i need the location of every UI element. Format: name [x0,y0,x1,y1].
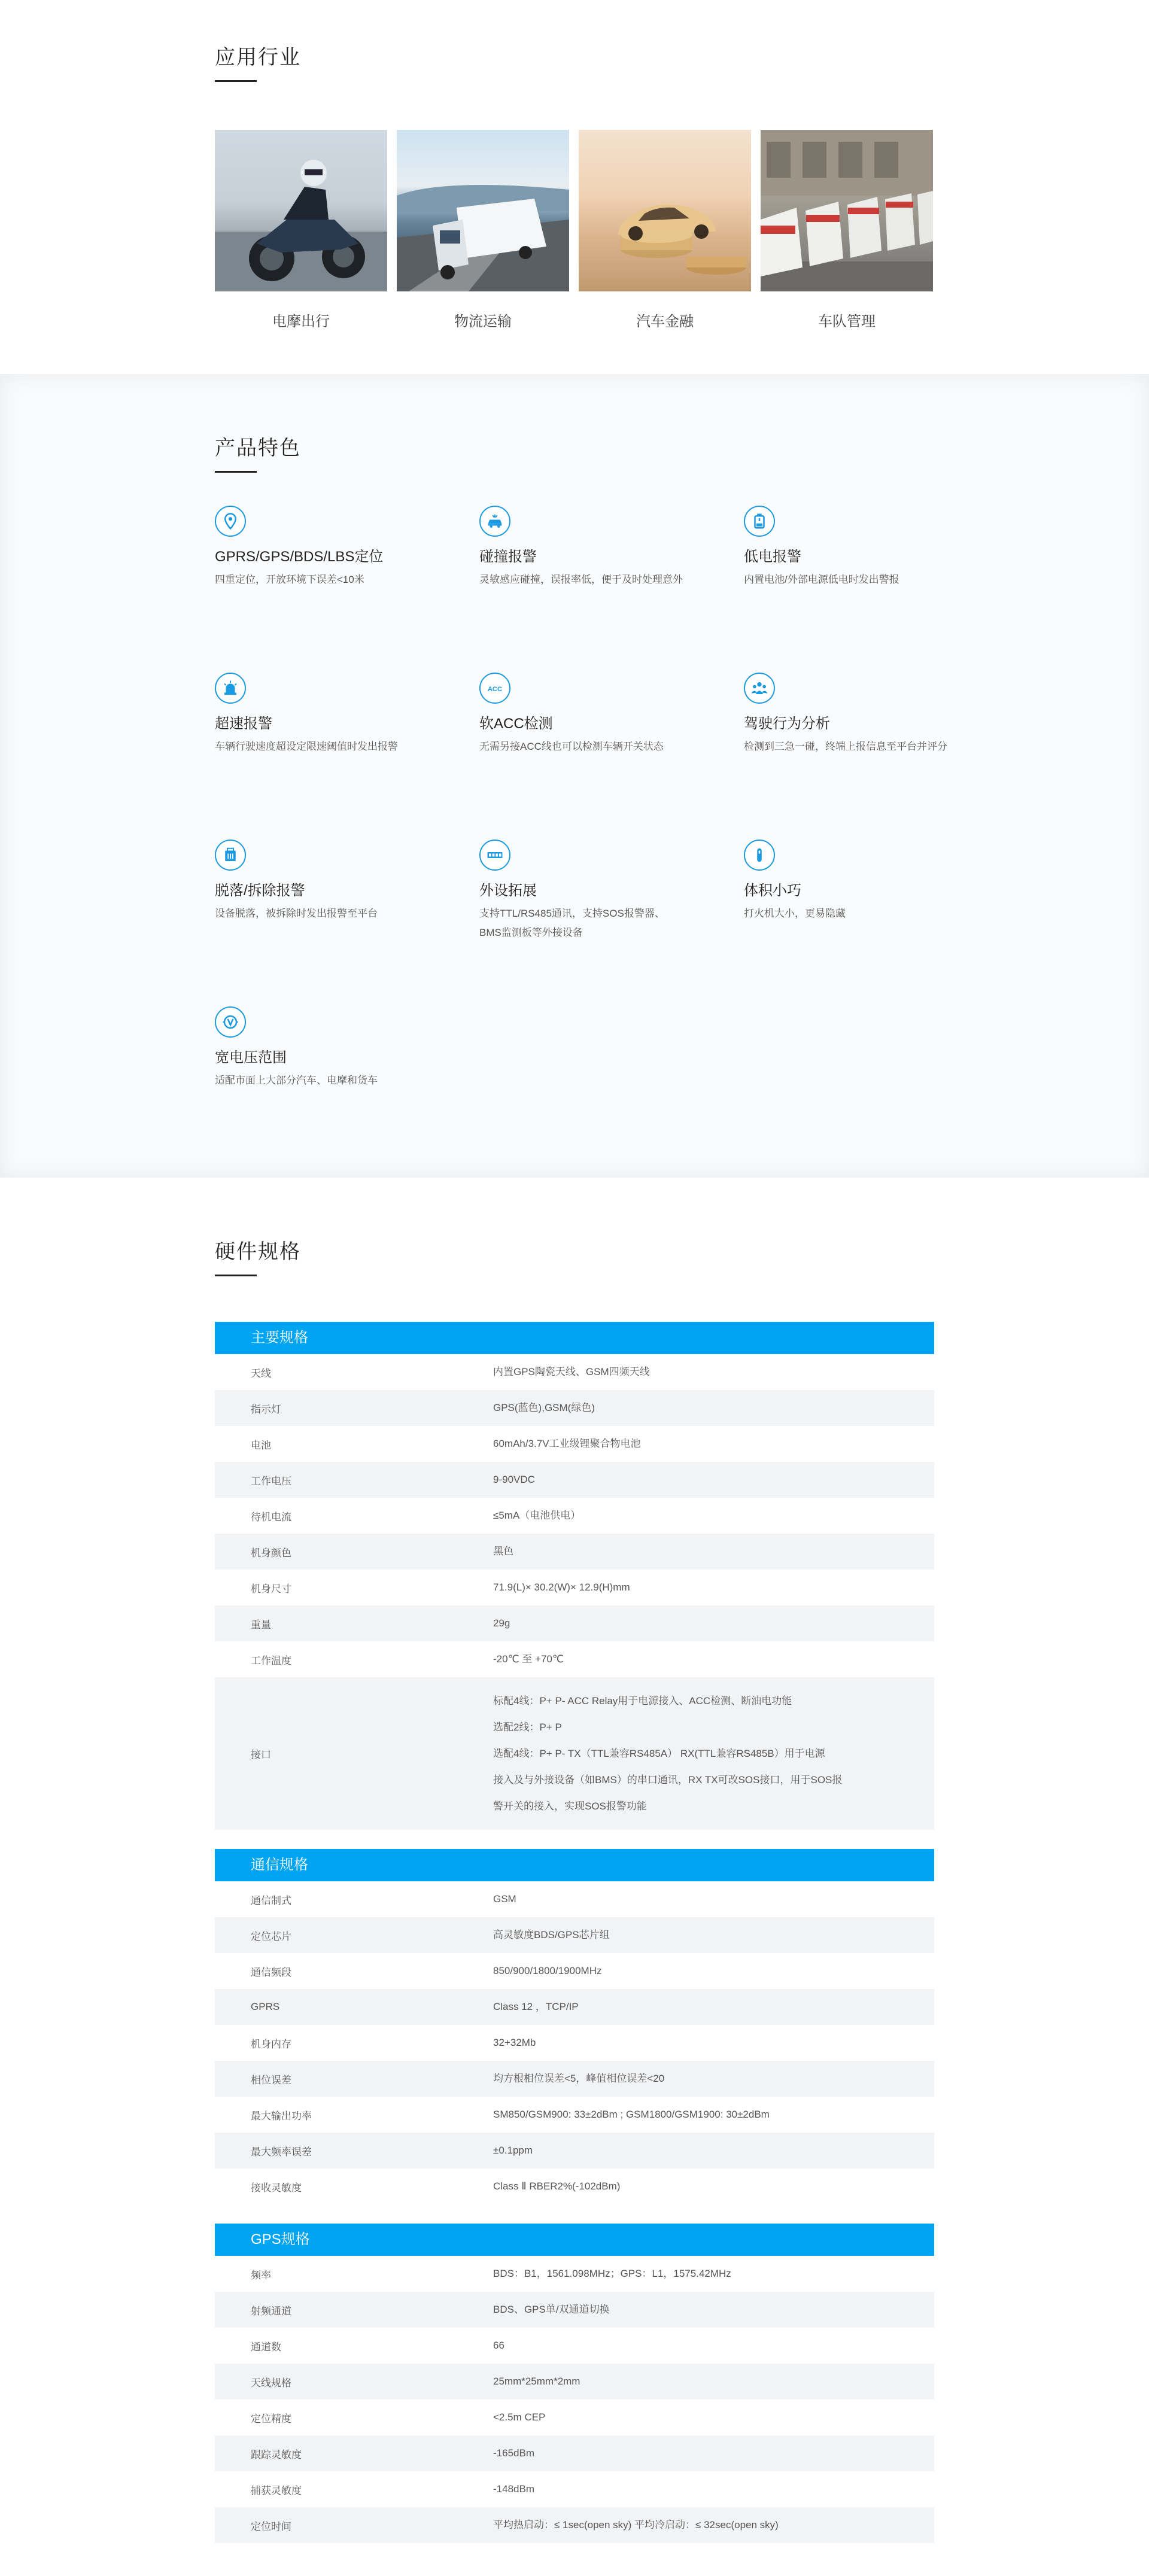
spec-value [493,2256,934,2292]
spec-value-line: SM850/GSM900: 33±2dBm ; GSM1800/GSM1900: 30±2dBm [493,2109,770,2120]
spec-row [215,2097,934,2133]
title-underline [215,471,257,473]
feature-item [215,673,479,840]
spec-row [215,2471,934,2507]
industry-card-moto[interactable] [215,130,387,330]
spec-key: 接口 [251,1749,271,1760]
spec-row [215,1605,934,1641]
feature-desc: 内置电池/外部电源低电时发出警报 [744,574,899,585]
spec-key: 机身内存 [251,2038,291,2050]
spec-row [215,2133,934,2169]
feature-item [479,506,744,673]
feature-desc: 无需另接ACC线也可以检测车辆开关状态 [479,741,664,752]
industry-label: 车队管理 [818,314,876,330]
motorcycle-scene-icon [215,130,387,291]
title-underline [215,80,257,82]
spec-key: 接收灵敏度 [251,2182,302,2194]
feature-title: 脱落/拆除报警 [215,883,305,899]
industry-card-logistics[interactable] [397,130,569,330]
small-device-icon [744,840,775,871]
spec-row [215,2364,934,2399]
spec-value [493,2169,934,2204]
spec-value [493,1354,934,1390]
spec-row [215,1641,934,1677]
spec-value [493,2061,934,2097]
spec-key: 捕获灵敏度 [251,2484,302,2496]
spec-value-line: 29g [493,1617,510,1629]
spec-key: 相位误差 [251,2074,291,2086]
spec-value [493,2364,934,2399]
spec-row [215,1426,934,1462]
spec-value-line: BDS、GPS单/双通道切换 [493,2304,610,2315]
speed-alarm-icon [215,673,246,704]
spec-value-line: <2.5m CEP [493,2411,546,2423]
svg-text:ACC: ACC [487,686,503,693]
feature-desc: 检测到三急一碰，终端上报信息至平台并评分 [744,741,947,752]
spec-title: 硬件规格 [215,1240,301,1263]
spec-value [493,1641,934,1677]
feature-item [479,840,744,1006]
industry-card-finance[interactable] [579,130,751,330]
device-remove-icon [215,840,246,871]
spec-value [493,2507,934,2543]
industry-label: 物流运输 [454,314,512,330]
spec-value-line: 9-90VDC [493,1474,535,1485]
spec-key: 跟踪灵敏度 [251,2449,302,2461]
industry-title: 应用行业 [215,46,301,69]
industry-card-fleet[interactable] [761,130,933,330]
spec-key: 最大输出功率 [251,2110,312,2122]
spec-value [493,2328,934,2364]
spec-key: 通道数 [251,2341,281,2353]
spec-group-header: GPS规格 [215,2224,934,2256]
spec-value [493,2292,934,2328]
spec-value-line: -148dBm [493,2483,534,2495]
spec-value-line: 黑色 [493,1546,513,1557]
spec-value-line: Class 12 ，TCP/IP [493,2001,579,2012]
feature-title: 软ACC检测 [479,716,553,732]
spec-value-line: Class Ⅱ RBER2%(-102dBm) [493,2180,621,2192]
feature-item [744,506,934,673]
feature-desc: 灵敏感应碰撞，误报率低，便于及时处理意外 [479,574,683,585]
spec-row [215,2435,934,2471]
spec-value [493,2025,934,2061]
feature-item [215,1006,479,1173]
feature-title: 宽电压范围 [215,1050,287,1066]
spec-key: 定位时间 [251,2520,291,2532]
feature-item [744,840,934,1006]
spec-value-line: -165dBm [493,2447,534,2459]
spec-value [493,1570,934,1605]
spec-section [0,1178,1149,2543]
spec-key: 机身尺寸 [251,1583,291,1595]
feature-title: 驾驶行为分析 [744,716,830,732]
spec-key: 电池 [251,1439,271,1451]
spec-key: 最大频率误差 [251,2146,312,2158]
spec-value-line: 66 [493,2340,504,2351]
feature-item [215,840,479,1006]
feature-desc: 四重定位，开放环境下误差<10米 [215,574,364,585]
feature-section [0,374,1149,1178]
industry-image-car [579,130,751,291]
spec-row [215,1953,934,1989]
spec-key: 定位芯片 [251,1930,291,1942]
spec-value [493,2097,934,2133]
feature-title: 体积小巧 [744,883,801,899]
spec-row [215,2328,934,2364]
spec-value-line: -20℃ 至 +70℃ [493,1653,564,1665]
spec-value-line: 警开关的接入，实现SOS报警功能 [493,1800,647,1812]
spec-key: GPRS [251,2001,280,2012]
spec-row [215,2507,934,2543]
spec-row [215,2061,934,2097]
feature-title: 低电报警 [744,549,801,565]
spec-value-line: 选配4线：P+ P- TX（TTL兼容RS485A） RX(TTL兼容RS485B）用于电源 [493,1747,825,1759]
spec-value [493,1390,934,1426]
spec-key: 重量 [251,1619,271,1631]
spec-key: 工作电压 [251,1475,291,1487]
spec-value-line: BDS：B1，1561.098MHz；GPS：L1，1575.42MHz [493,2268,731,2279]
spec-row [215,1881,934,1917]
industry-grid [215,130,934,330]
spec-key: 通信制式 [251,1894,291,1906]
spec-row [215,2292,934,2328]
spec-key: 工作温度 [251,1655,291,1666]
industry-image-truck [397,130,569,291]
expansion-icon [479,840,510,871]
voltage-icon [215,1006,246,1038]
driver-group-icon [744,673,775,704]
spec-key: 待机电流 [251,1511,291,1523]
feature-desc: 支持TTL/RS485通讯，支持SOS报警器、BMS监测板等外接设备 [479,908,665,938]
spec-value-line: ≤5mA（电池供电） [493,1510,581,1521]
spec-group-header: 主要规格 [215,1322,934,1354]
feature-desc: 设备脱落，被拆除时发出报警至平台 [215,908,378,919]
feature-desc: 车辆行驶速度超设定限速阈值时发出报警 [215,741,398,752]
feature-title: 碰撞报警 [479,549,537,565]
industry-section [0,0,1149,374]
spec-row [215,1390,934,1426]
spec-value [493,1462,934,1498]
spec-row [215,1570,934,1605]
spec-row [215,2256,934,2292]
spec-key: 指示灯 [251,1403,281,1415]
spec-key: 机身颜色 [251,1547,291,1559]
title-underline [215,1275,257,1276]
spec-row [215,1354,934,1390]
spec-value-line: 接入及与外接设备（如BMS）的串口通讯，RX TX可改SOS接口，用于SOS报 [493,1774,843,1786]
spec-row [215,1917,934,1953]
spec-value [493,1498,934,1534]
location-pin-icon [215,506,246,537]
spec-value [493,2133,934,2169]
spec-row [215,1677,934,1830]
feature-title: GPRS/GPS/BDS/LBS定位 [215,549,384,565]
spec-value [493,1605,934,1641]
spec-value-line: 850/900/1800/1900MHz [493,1965,602,1976]
battery-alert-icon [744,506,775,537]
bus-fleet-scene-icon [761,130,933,291]
truck-scene-icon [397,130,569,291]
spec-key: 定位精度 [251,2413,291,2425]
spec-row [215,2025,934,2061]
spec-key: 天线规格 [251,2377,291,2389]
feature-desc: 打火机大小，更易隐藏 [744,908,846,919]
spec-key: 天线 [251,1367,271,1379]
feature-item [744,673,947,840]
car-coins-scene-icon [579,130,751,291]
spec-group-header: 通信规格 [215,1849,934,1881]
feature-title: 超速报警 [215,716,272,732]
industry-image-bus [761,130,933,291]
spec-value-line: GPS(蓝色),GSM(绿色) [493,1402,595,1413]
spec-row [215,1534,934,1570]
spec-value-line: GSM [493,1893,516,1905]
spec-value-line: 均方根相位误差<5，峰值相位误差<20 [493,2073,665,2084]
car-collision-icon [479,506,510,537]
spec-value [493,1953,934,1989]
industry-label: 汽车金融 [636,314,694,330]
spec-key: 通信频段 [251,1966,291,1978]
spec-value-line: ±0.1ppm [493,2145,533,2156]
spec-value-line: 标配4线：P+ P- ACC Relay用于电源接入、ACC检测、断油电功能 [493,1695,792,1707]
acc-icon [479,673,510,704]
feature-item [479,673,744,840]
spec-row [215,1498,934,1534]
feature-grid [215,506,947,1173]
spec-value [493,1534,934,1570]
feature-item [215,506,479,673]
spec-row [215,1989,934,2025]
spec-value [493,1687,934,1820]
feature-title: 产品特色 [215,437,301,460]
spec-value [493,1917,934,1953]
spec-value [493,2435,934,2471]
spec-value-line: 71.9(L)× 30.2(W)× 12.9(H)mm [493,1582,630,1593]
spec-key: 频率 [251,2269,271,2281]
spec-value-line: 平均热启动：≤ 1sec(open sky) 平均冷启动：≤ 32sec(open sky) [493,2519,779,2531]
spec-value [493,2471,934,2507]
spec-row [215,2399,934,2435]
spec-value-line: 内置GPS陶瓷天线、GSM四频天线 [493,1366,650,1377]
spec-row [215,1462,934,1498]
feature-title: 外设拓展 [479,883,537,899]
spec-row [215,2169,934,2204]
spec-value [493,1426,934,1462]
feature-desc: 适配市面上大部分汽车、电摩和货车 [215,1075,378,1086]
spec-value [493,1989,934,2025]
spec-value-line: 32+32Mb [493,2037,536,2048]
spec-value [493,1881,934,1917]
spec-value-line: 选配2线：P+ P [493,1721,562,1733]
spec-table [215,1322,934,2543]
spec-value-line: 60mAh/3.7V工业级锂聚合物电池 [493,1438,641,1449]
industry-label: 电摩出行 [272,314,330,330]
spec-key: 射频通道 [251,2305,291,2317]
industry-image-moto [215,130,387,291]
spec-value-line: 高灵敏度BDS/GPS芯片组 [493,1929,610,1941]
spec-value-line: 25mm*25mm*2mm [493,2376,580,2387]
spec-value [493,2399,934,2435]
